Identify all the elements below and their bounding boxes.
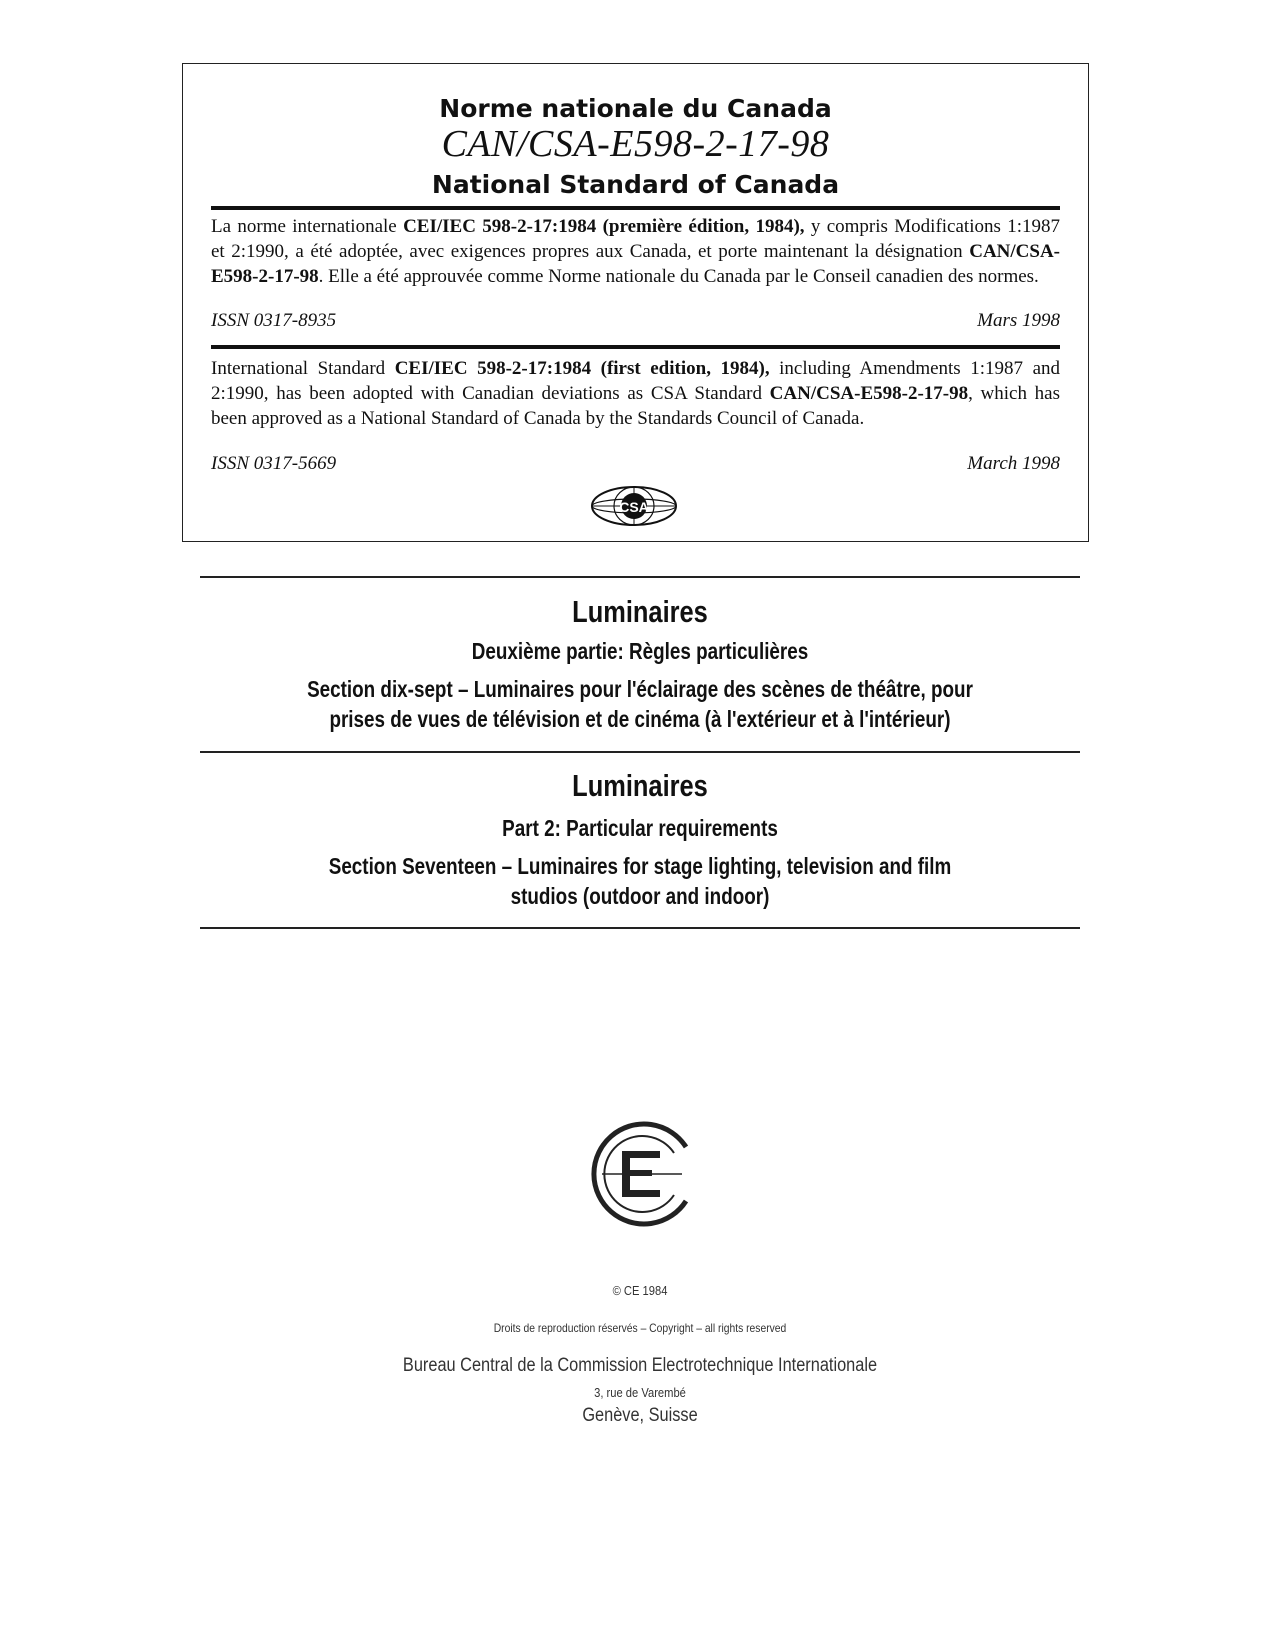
french-section-line2: prises de vues de télévision et de cinéma (à l'extérieur et à l'intérieur) [329,706,951,732]
french-paragraph [211,214,1060,289]
rights-reserved: Droits de reproduction réservés – Copyright – all rights reserved [493,1321,787,1335]
english-text-2: including Amendments 1:1987 and 2:1990, has been adopted with Canadian deviations as CSA Standard [211,358,1060,404]
header-national-standard: National Standard of Canada [431,170,840,199]
english-paragraph [211,356,1060,431]
french-iec-ref: CEI/IEC 598-2-17:1984 (première édition, 1984), [403,216,805,237]
divider-top [211,206,1060,210]
french-csa-ref: CAN/CSA-E598-2-17-98 [211,241,1060,287]
english-issn: ISSN 0317-5669 [211,453,337,474]
standard-info-box [182,63,1089,542]
english-title: Luminaires [572,768,708,803]
french-text-2: y compris Modifications 1:1987 et 2:1990, a été adoptée, avec exigences propres aux Canada, et porte maintenant la désignation [211,216,1060,262]
bureau-name: Bureau Central de la Commission Electrotechnique Internationale [402,1355,878,1376]
english-meta [211,453,1060,475]
csa-logo-text: CSA [619,499,649,515]
english-iec-ref: CEI/IEC 598-2-17:1984 (first edition, 1984), [394,358,770,379]
french-issn: ISSN 0317-8935 [211,310,337,331]
french-date: Mars 1998 [977,310,1060,331]
title-rule-2 [200,751,1080,753]
french-title: Luminaires [572,594,708,629]
street-address: 3, rue de Varembé [594,1385,686,1400]
iec-logo-icon [582,1115,700,1233]
title-rule-1 [200,576,1080,578]
english-date: March 1998 [967,453,1060,474]
standard-designation: CAN/CSA-E598-2-17-98 [441,123,830,165]
french-text-1: La norme internationale [211,216,404,237]
city-country: Genève, Suisse [582,1405,698,1426]
csa-logo-icon [589,484,679,528]
divider-middle [211,345,1060,349]
title-rule-3 [200,927,1080,929]
english-text-3: , which has been approved as a National Standard of Canada by the Standards Council of Canada. [211,383,1060,429]
english-section-line2: studios (outdoor and indoor) [510,883,770,909]
header-norme-nationale: Norme nationale du Canada [439,94,832,123]
french-part: Deuxième partie: Règles particulières [471,638,809,664]
french-text-3: . Elle a été approuvée comme Norme nationale du Canada par le Conseil canadien des normes. [318,266,1039,287]
iec-logo-text: CE [640,1227,642,1228]
french-section-line1: Section dix-sept – Luminaires pour l'éclairage des scènes de théâtre, pour [307,676,973,702]
english-section-line1: Section Seventeen – Luminaires for stage lighting, television and film [328,853,952,879]
english-text-1: International Standard [211,358,395,379]
french-meta [211,310,1060,332]
english-csa-ref: CAN/CSA-E598-2-17-98 [769,383,969,404]
copyright-line: © CE 1984 [612,1283,668,1298]
english-part: Part 2: Particular requirements [502,815,778,841]
